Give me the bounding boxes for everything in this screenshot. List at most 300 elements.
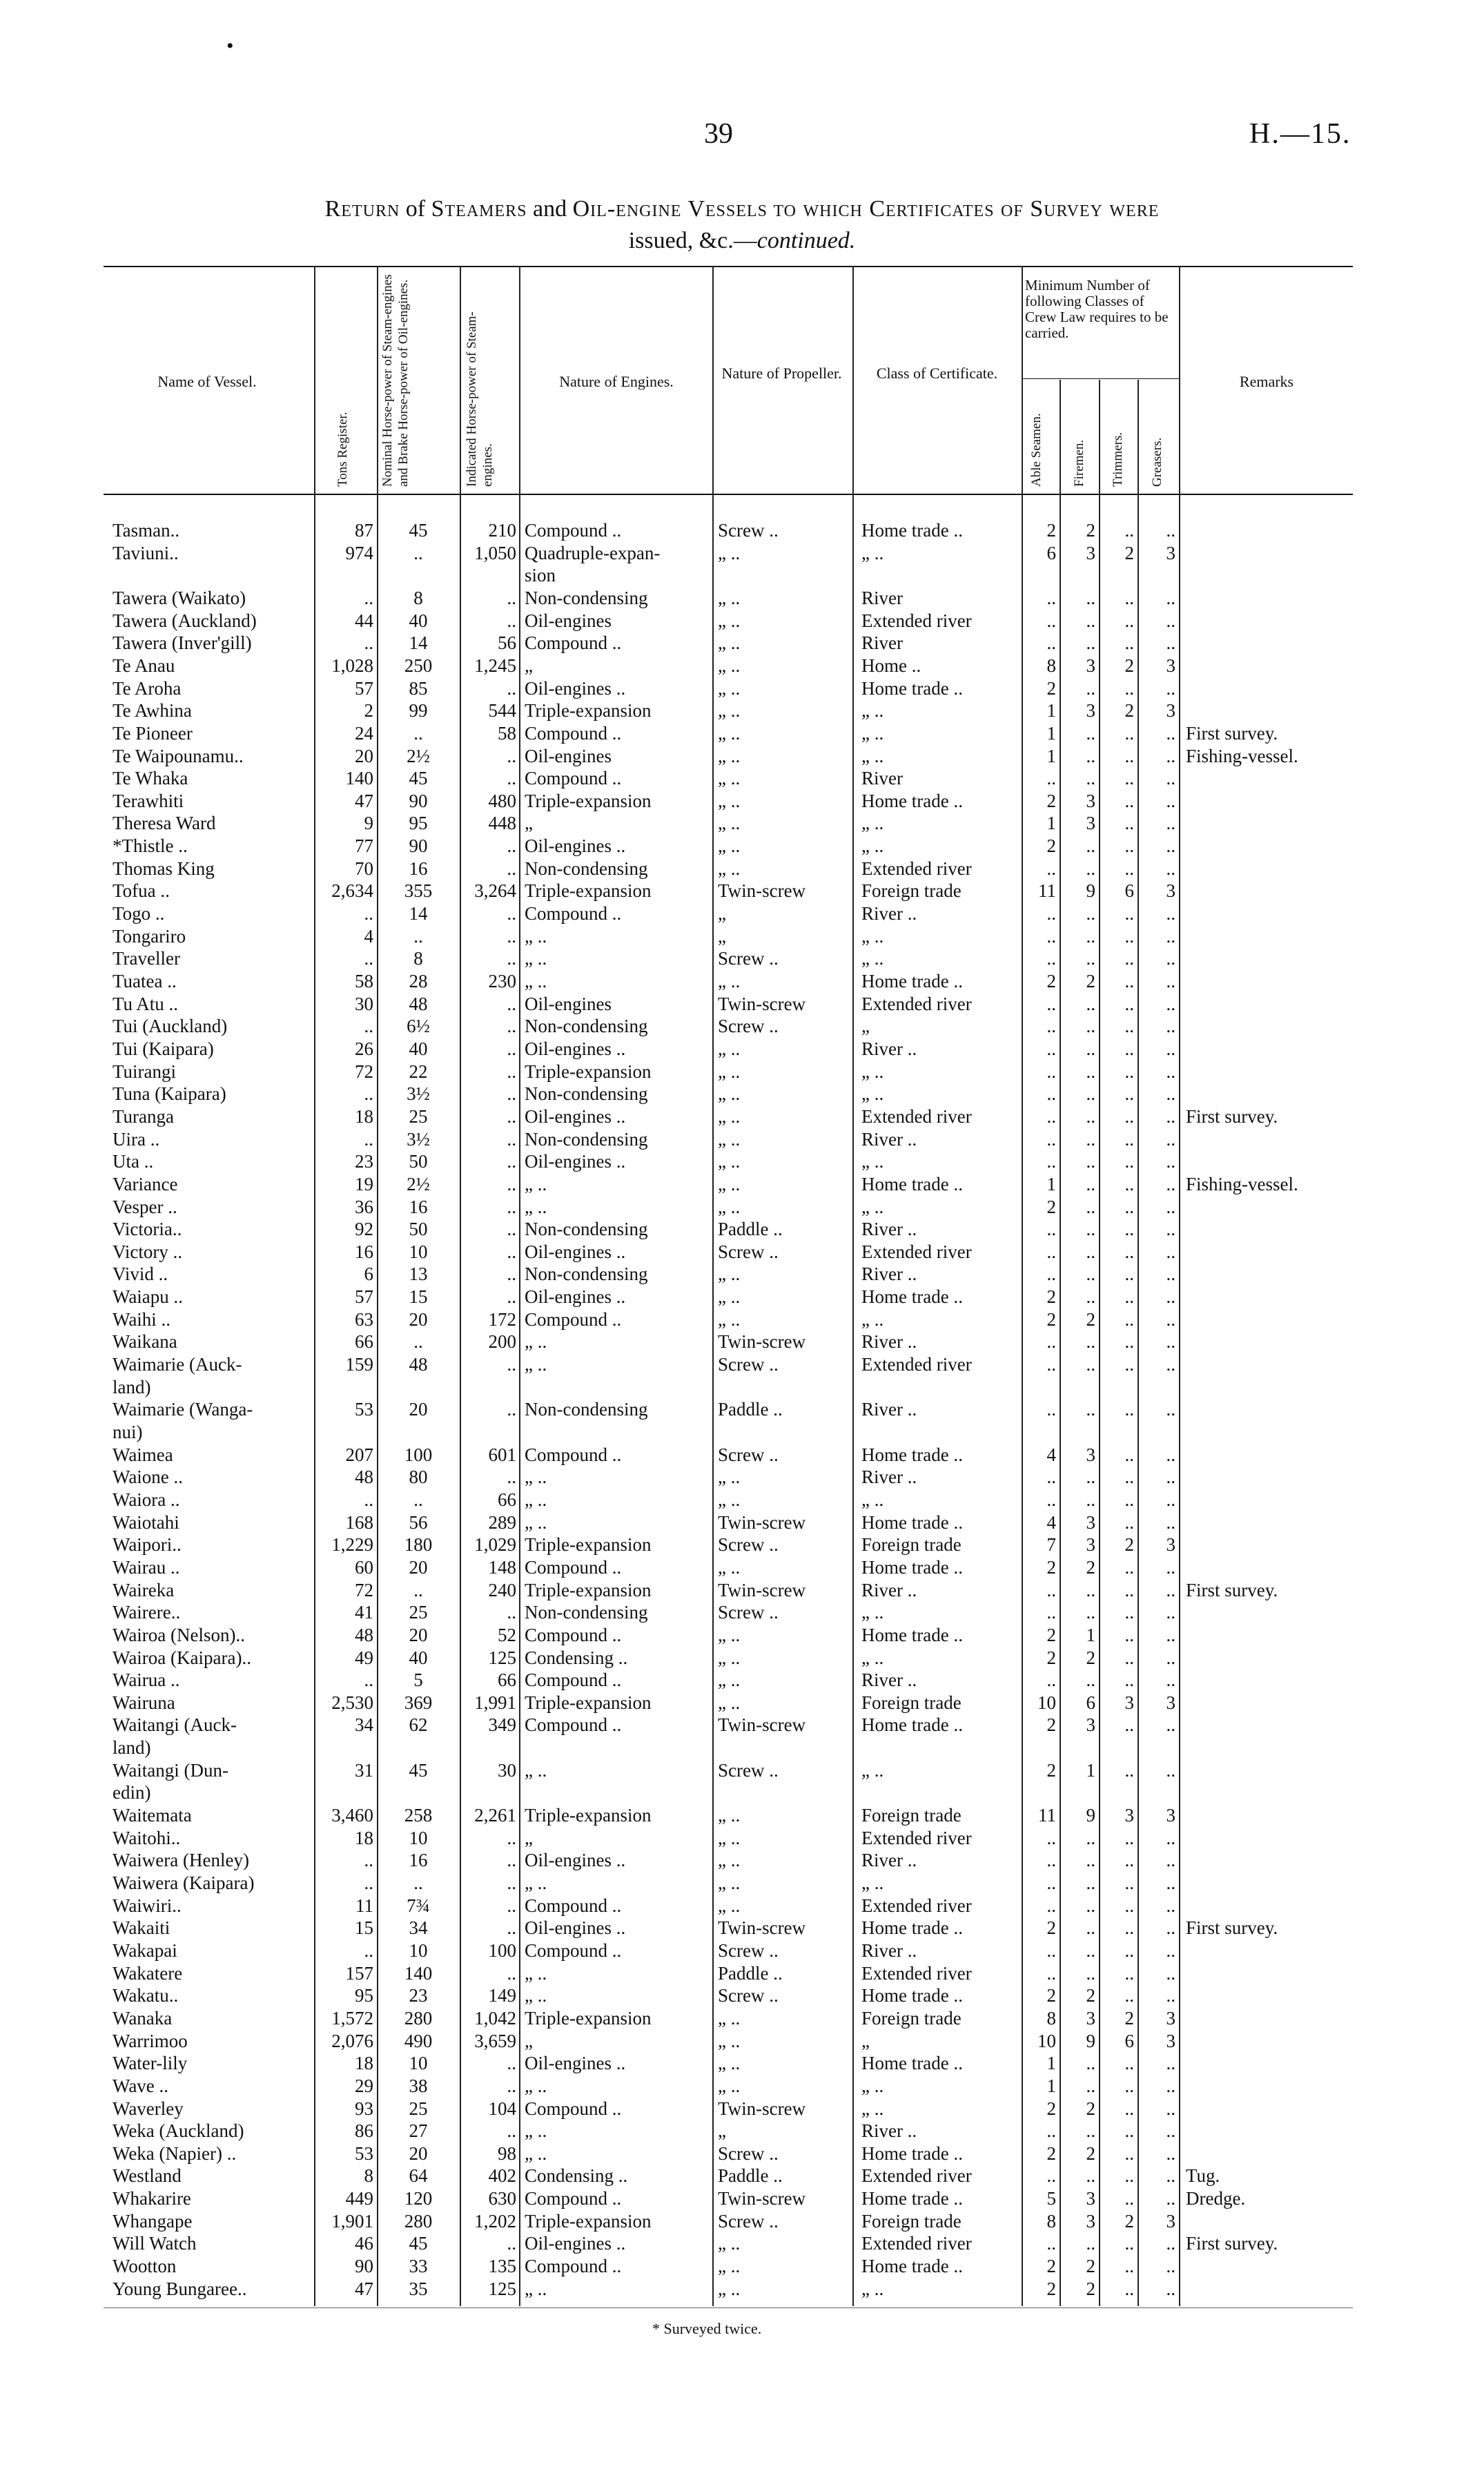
trimmers: .. — [1124, 632, 1134, 654]
header-indicated-horse-power: Indicated Horse-power of Steam-engines. — [465, 311, 495, 487]
indicated-hp: .. — [507, 2233, 516, 2254]
indicated-hp: .. — [507, 1962, 516, 1984]
greasers: .. — [1166, 1962, 1175, 1984]
firemen: 3 — [1086, 813, 1095, 834]
greasers: .. — [1166, 1895, 1175, 1916]
class-of-certificate: Foreign trade — [861, 1534, 961, 1556]
firemen: 2 — [1086, 2098, 1095, 2119]
nature-of-propeller: „ .. — [718, 700, 741, 722]
nature-of-engines: Non-condensing — [525, 1399, 648, 1420]
remarks: Tug. — [1186, 2165, 1220, 2187]
nominal-hp: 27 — [409, 2120, 428, 2142]
nature-of-propeller: „ .. — [718, 971, 741, 991]
class-of-certificate: Home trade .. — [861, 790, 963, 811]
nominal-hp: 5 — [413, 1670, 423, 1691]
nature-of-propeller: „ .. — [718, 858, 741, 879]
table-row — [0, 1105, 1484, 1128]
able-seamen: 1 — [1046, 2053, 1056, 2074]
nature-of-engines: Compound .. — [525, 2188, 622, 2209]
table-row — [0, 1376, 1484, 1398]
trimmers: .. — [1124, 1872, 1134, 1893]
table-row — [0, 2098, 1484, 2120]
class-of-certificate: „ .. — [861, 542, 884, 563]
header-minimum-crew: Minimum Number of following Classes of Crew Law requires to be carried. — [1025, 277, 1169, 341]
tons-register: 41 — [355, 1602, 373, 1623]
firemen: .. — [1086, 1219, 1095, 1240]
vessel-name: Waipori.. — [113, 1534, 182, 1556]
vessel-name: Tasman.. — [113, 520, 180, 541]
nature-of-engines: „ .. — [525, 925, 547, 947]
greasers: .. — [1166, 1827, 1175, 1848]
table-row — [0, 632, 1484, 654]
title-and: and — [533, 196, 567, 222]
table-row — [0, 1128, 1484, 1150]
trimmers: .. — [1124, 2233, 1134, 2254]
nature-of-engines: Oil-engines .. — [525, 1038, 626, 1059]
indicated-hp: 1,991 — [474, 1692, 516, 1713]
able-seamen: 1 — [1046, 722, 1056, 744]
vessel-name: Tawera (Inver'gill) — [113, 632, 252, 654]
vessel-name: Whangape — [113, 2210, 193, 2232]
table-row — [0, 2165, 1484, 2187]
document-reference: H.—15. — [1249, 118, 1351, 150]
nature-of-propeller: „ .. — [718, 1173, 741, 1194]
class-of-certificate: Home trade .. — [861, 1444, 963, 1465]
vessel-name: Waireka — [113, 1579, 175, 1600]
nature-of-engines: „ .. — [525, 1331, 547, 1353]
trimmers: .. — [1124, 948, 1134, 969]
indicated-hp: 148 — [488, 1556, 516, 1578]
trimmers: .. — [1124, 813, 1134, 834]
able-seamen: 2 — [1046, 1286, 1056, 1308]
indicated-hp: .. — [507, 858, 516, 879]
greasers: .. — [1166, 1241, 1175, 1262]
indicated-hp: 149 — [488, 1985, 516, 2006]
greasers: .. — [1166, 1467, 1175, 1488]
table-row — [0, 1872, 1484, 1894]
greasers: 3 — [1166, 880, 1175, 902]
vessel-name: Waiwera (Kaipara) — [113, 1872, 255, 1893]
trimmers: .. — [1124, 790, 1134, 811]
firemen: 9 — [1086, 880, 1095, 902]
table-row — [0, 790, 1484, 812]
table-row — [0, 1804, 1484, 1826]
firemen: 3 — [1086, 790, 1095, 811]
nominal-hp: 23 — [409, 1985, 428, 2006]
able-seamen: .. — [1046, 610, 1056, 631]
class-of-certificate: Extended river — [861, 2233, 972, 2254]
firemen: .. — [1086, 1895, 1095, 1916]
firemen: 1 — [1086, 1624, 1095, 1645]
greasers: .. — [1166, 2278, 1175, 2299]
able-seamen: 2 — [1046, 835, 1056, 857]
table-row — [0, 1962, 1484, 1984]
class-of-certificate: River .. — [861, 1128, 917, 1150]
nominal-hp: 7¾ — [407, 1895, 430, 1916]
vessel-name: Te Aroha — [113, 677, 182, 699]
nominal-hp: 14 — [409, 632, 428, 654]
page-number: 39 — [704, 118, 733, 150]
nature-of-engines: Oil-engines .. — [525, 1917, 626, 1939]
nominal-hp: 6½ — [407, 1016, 430, 1037]
vessel-name: Tuatea .. — [113, 971, 177, 991]
nominal-hp: 45 — [409, 768, 428, 789]
nature-of-propeller: „ .. — [718, 1624, 741, 1645]
tons-register: 92 — [355, 1219, 373, 1240]
vessel-name: Waimarie (Auck- — [113, 1354, 242, 1375]
indicated-hp: .. — [507, 1467, 516, 1488]
nominal-hp: 258 — [404, 1805, 433, 1826]
greasers: .. — [1166, 632, 1175, 654]
greasers: 3 — [1166, 655, 1175, 676]
vessel-name: Tui (Auckland) — [113, 1016, 228, 1037]
firemen: .. — [1086, 1128, 1095, 1150]
class-of-certificate: Home trade .. — [861, 2256, 963, 2277]
nature-of-propeller: „ .. — [718, 1264, 741, 1285]
nature-of-propeller: Screw .. — [718, 1016, 779, 1037]
indicated-hp: 289 — [488, 1511, 516, 1533]
class-of-certificate: „ .. — [861, 948, 884, 969]
able-seamen: .. — [1046, 1895, 1056, 1916]
nature-of-engines: „ .. — [525, 1985, 547, 2006]
greasers: .. — [1166, 1264, 1175, 1285]
table-row — [0, 1669, 1484, 1691]
trimmers: .. — [1124, 1895, 1134, 1916]
vessel-name: Tofua .. — [113, 880, 170, 902]
nominal-hp: 280 — [404, 2007, 433, 2029]
nature-of-engines: Condensing .. — [525, 1647, 628, 1668]
firemen: 3 — [1086, 1444, 1095, 1465]
trimmers: .. — [1124, 2165, 1134, 2187]
indicated-hp: .. — [507, 1196, 516, 1217]
table-row — [0, 587, 1484, 609]
nominal-hp: 48 — [409, 993, 428, 1014]
able-seamen: 2 — [1046, 971, 1056, 991]
nature-of-propeller: „ .. — [718, 768, 741, 789]
table-row — [0, 1038, 1484, 1060]
greasers: .. — [1166, 677, 1175, 699]
nature-of-engines: Triple-expansion — [525, 2007, 652, 2029]
able-seamen: 1 — [1046, 813, 1056, 834]
nature-of-engines: Compound .. — [525, 2098, 622, 2119]
greasers: .. — [1166, 1624, 1175, 1645]
able-seamen: .. — [1046, 1962, 1056, 1984]
nature-of-propeller: „ .. — [718, 1196, 741, 1217]
tons-register: 29 — [355, 2075, 373, 2096]
firemen: 2 — [1086, 520, 1095, 541]
vessel-name: Togo .. — [113, 903, 165, 925]
trimmers: .. — [1124, 1173, 1134, 1194]
firemen: .. — [1086, 1264, 1095, 1285]
class-of-certificate: „ .. — [861, 1647, 884, 1668]
class-of-certificate: Home trade .. — [861, 971, 963, 991]
class-of-certificate: Home trade .. — [861, 2142, 963, 2164]
vessel-name: Waione .. — [113, 1467, 184, 1488]
class-of-certificate: „ .. — [861, 1872, 884, 1893]
able-seamen: .. — [1046, 1579, 1056, 1600]
tons-register: 77 — [355, 835, 373, 857]
tons-register: 449 — [345, 2188, 373, 2209]
able-seamen: .. — [1046, 1872, 1056, 1893]
firemen: 2 — [1086, 1985, 1095, 2006]
nominal-hp: 140 — [404, 1962, 433, 1984]
able-seamen: .. — [1046, 1264, 1056, 1285]
nominal-hp: 25 — [409, 2098, 428, 2119]
nature-of-propeller: „ .. — [718, 1083, 741, 1105]
firemen: .. — [1086, 903, 1095, 925]
nominal-hp: 250 — [404, 655, 433, 676]
nominal-hp: 15 — [409, 1286, 428, 1308]
greasers: .. — [1166, 1308, 1175, 1330]
firemen: 1 — [1086, 1759, 1095, 1781]
tons-register: 90 — [355, 2256, 373, 2277]
class-of-certificate: Extended river — [861, 1962, 972, 1984]
nominal-hp: 45 — [409, 520, 428, 541]
firemen: .. — [1086, 1917, 1095, 1939]
firemen: .. — [1086, 1105, 1095, 1127]
indicated-hp: .. — [507, 1038, 516, 1059]
class-of-certificate: River .. — [861, 903, 917, 925]
class-of-certificate: „ .. — [861, 2075, 884, 2096]
nature-of-engines: Oil-engines — [525, 745, 612, 766]
firemen: 9 — [1086, 2030, 1095, 2051]
tons-register: .. — [364, 1670, 373, 1691]
indicated-hp: 104 — [488, 2098, 516, 2119]
tons-register: 207 — [345, 1444, 373, 1465]
class-of-certificate: Extended river — [861, 1105, 972, 1127]
trimmers: .. — [1124, 1511, 1134, 1533]
remarks: First survey. — [1186, 1105, 1278, 1127]
class-of-certificate: Foreign trade — [861, 1805, 961, 1826]
vessel-name: Waikana — [113, 1331, 177, 1353]
firemen: .. — [1086, 2233, 1095, 2254]
nominal-hp: 40 — [409, 1647, 428, 1668]
firemen: .. — [1086, 948, 1095, 969]
trimmers: .. — [1124, 1286, 1134, 1308]
greasers: .. — [1166, 2256, 1175, 2277]
nature-of-propeller: Screw .. — [718, 1534, 779, 1556]
vessel-name: Waitemata — [113, 1805, 192, 1826]
tons-register: 140 — [345, 768, 373, 789]
greasers: .. — [1166, 1670, 1175, 1691]
table-row — [0, 519, 1484, 541]
indicated-hp: .. — [507, 1151, 516, 1172]
nominal-hp: 40 — [409, 1038, 428, 1059]
tons-register: .. — [364, 1939, 373, 1961]
nominal-hp: 20 — [409, 1399, 428, 1420]
able-seamen: .. — [1046, 1939, 1056, 1961]
nature-of-engines: „ — [525, 1827, 533, 1848]
nature-of-engines: „ — [525, 2030, 533, 2051]
nature-of-engines: Triple-expansion — [525, 1579, 652, 1600]
vessel-name: Waiwiri.. — [113, 1895, 182, 1916]
vessel-name: edin) — [113, 1782, 151, 1803]
firemen: 3 — [1086, 2188, 1095, 2209]
trimmers: .. — [1124, 1602, 1134, 1623]
able-seamen: .. — [1046, 1061, 1056, 1082]
firemen: .. — [1086, 1939, 1095, 1961]
nature-of-propeller: „ .. — [718, 813, 741, 834]
nominal-hp: 16 — [409, 858, 428, 879]
class-of-certificate: Foreign trade — [861, 2007, 961, 2029]
nature-of-propeller: Twin-screw — [718, 1714, 806, 1736]
nature-of-engines: „ .. — [525, 1196, 547, 1217]
table-row — [0, 745, 1484, 767]
vessel-name: Young Bungaree.. — [113, 2278, 247, 2299]
class-of-certificate: „ .. — [861, 1308, 884, 1330]
indicated-hp: .. — [507, 1083, 516, 1105]
trimmers: .. — [1124, 1489, 1134, 1510]
firemen: 3 — [1086, 2210, 1095, 2232]
tons-register: 34 — [355, 1714, 373, 1736]
nature-of-propeller: Screw .. — [718, 1759, 779, 1781]
trimmers: .. — [1124, 520, 1134, 541]
nature-of-engines: Compound .. — [525, 1939, 622, 1961]
greasers: .. — [1166, 1939, 1175, 1961]
indicated-hp: 135 — [488, 2256, 516, 2277]
nature-of-propeller: Screw .. — [718, 1354, 779, 1375]
able-seamen: .. — [1046, 1467, 1056, 1488]
tons-register: 2,076 — [331, 2030, 373, 2051]
trimmers: .. — [1124, 677, 1134, 699]
table-row — [0, 767, 1484, 789]
trimmers: .. — [1124, 1399, 1134, 1420]
firemen: .. — [1086, 858, 1095, 879]
vessel-name: Wanaka — [113, 2007, 173, 2029]
nominal-hp: .. — [413, 722, 423, 744]
greasers: .. — [1166, 1872, 1175, 1893]
table-row — [0, 542, 1484, 564]
tons-register: 8 — [364, 2165, 373, 2187]
trimmers: .. — [1124, 1241, 1134, 1262]
vessel-name: Westland — [113, 2165, 182, 2187]
page-title — [104, 193, 1380, 257]
firemen: .. — [1086, 925, 1095, 947]
nature-of-engines: Non-condensing — [525, 1264, 648, 1285]
able-seamen: 1 — [1046, 1173, 1056, 1194]
table-row — [0, 2142, 1484, 2165]
table-row — [0, 1647, 1484, 1669]
nominal-hp: 95 — [409, 813, 428, 834]
indicated-hp: .. — [507, 2120, 516, 2142]
nominal-hp: 28 — [409, 971, 428, 991]
vessel-name: *Thistle .. — [113, 835, 188, 857]
trimmers: .. — [1124, 1061, 1134, 1082]
firemen: .. — [1086, 2165, 1095, 2187]
nature-of-engines: „ .. — [525, 1872, 547, 1893]
greasers: .. — [1166, 2053, 1175, 2074]
vessel-name: Waiwera (Henley) — [113, 1850, 249, 1871]
indicated-hp: 100 — [488, 1939, 516, 1961]
indicated-hp: 402 — [488, 2165, 516, 2187]
table-row — [0, 1398, 1484, 1420]
vessel-name: Wave .. — [113, 2075, 169, 2096]
table-row — [0, 1444, 1484, 1466]
trimmers: .. — [1124, 1354, 1134, 1375]
vessel-name: Wakatere — [113, 1962, 183, 1984]
table-row — [0, 1421, 1484, 1443]
nominal-hp: 35 — [409, 2278, 428, 2299]
table-row — [0, 2255, 1484, 2277]
indicated-hp: 630 — [488, 2188, 516, 2209]
class-of-certificate: „ .. — [861, 2098, 884, 2119]
nature-of-engines: Triple-expansion — [525, 700, 652, 722]
nominal-hp: .. — [413, 1872, 423, 1893]
trimmers: .. — [1124, 1467, 1134, 1488]
nature-of-propeller: Screw .. — [718, 2210, 779, 2232]
class-of-certificate: „ .. — [861, 1083, 884, 1105]
table-row — [0, 993, 1484, 1015]
nominal-hp: 355 — [404, 880, 433, 902]
nominal-hp: 90 — [409, 790, 428, 811]
able-seamen: 5 — [1046, 2188, 1056, 2209]
nature-of-propeller: Twin-screw — [718, 1511, 806, 1533]
class-of-certificate: Extended river — [861, 1827, 972, 1848]
vessel-name: Waihi .. — [113, 1308, 171, 1330]
nature-of-propeller: „ .. — [718, 2233, 741, 2254]
able-seamen: .. — [1046, 2233, 1056, 2254]
trimmers: .. — [1124, 610, 1134, 631]
trimmers: .. — [1124, 745, 1134, 766]
firemen: .. — [1086, 2075, 1095, 2096]
class-of-certificate: Home trade .. — [861, 1556, 963, 1578]
nature-of-engines: „ .. — [525, 2142, 547, 2164]
header-class-of-certificate: Class of Certificate. — [876, 365, 998, 382]
nature-of-propeller: „ .. — [718, 1647, 741, 1668]
table-row — [0, 655, 1484, 677]
table-row — [0, 1353, 1484, 1375]
indicated-hp: .. — [507, 835, 516, 857]
tons-register: 11 — [355, 1895, 373, 1916]
nature-of-engines: Non-condensing — [525, 587, 648, 608]
table-row — [0, 1849, 1484, 1871]
nature-of-propeller: „ .. — [718, 2075, 741, 2096]
trimmers: .. — [1124, 2075, 1134, 2096]
nominal-hp: 16 — [409, 1850, 428, 1871]
greasers: .. — [1166, 1511, 1175, 1533]
greasers: .. — [1166, 948, 1175, 969]
firemen: .. — [1086, 2120, 1095, 2142]
class-of-certificate: Home trade .. — [861, 2053, 963, 2074]
trimmers: .. — [1124, 925, 1134, 947]
able-seamen: 2 — [1046, 677, 1056, 699]
table-row — [0, 677, 1484, 699]
trimmers: .. — [1124, 1264, 1134, 1285]
class-of-certificate: „ .. — [861, 1489, 884, 1510]
table-row — [0, 1308, 1484, 1330]
nominal-hp: 64 — [409, 2165, 428, 2187]
nature-of-propeller: Screw .. — [718, 1444, 779, 1465]
table-header-bottom-rule — [104, 494, 1353, 495]
trimmers: .. — [1124, 2098, 1134, 2119]
table-row — [0, 1692, 1484, 1714]
nature-of-engines: Oil-engines .. — [525, 1105, 626, 1127]
remarks: Dredge. — [1186, 2188, 1246, 2209]
nature-of-propeller: Screw .. — [718, 1985, 779, 2006]
title-oil-engine: Oil-engine Vessels — [572, 196, 768, 222]
greasers: .. — [1166, 1173, 1175, 1194]
greasers: .. — [1166, 903, 1175, 925]
vessel-name: Weka (Auckland) — [113, 2120, 244, 2142]
nominal-hp: 99 — [409, 700, 428, 722]
indicated-hp: 66 — [498, 1670, 516, 1691]
greasers: .. — [1166, 2098, 1175, 2119]
header-trimmers: Trimmers. — [1111, 432, 1125, 487]
indicated-hp: .. — [507, 1173, 516, 1194]
nominal-hp: .. — [413, 1331, 423, 1353]
nominal-hp: 490 — [404, 2030, 433, 2051]
class-of-certificate: Home trade .. — [861, 1173, 963, 1194]
